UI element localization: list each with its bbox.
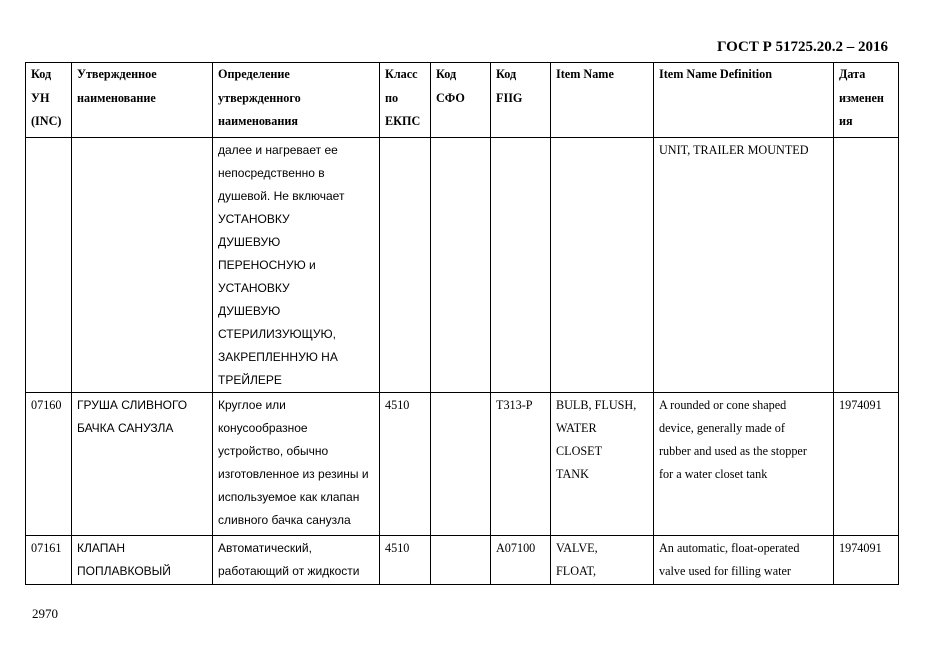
cell-sfo: [431, 536, 491, 585]
cell-date: [834, 138, 899, 393]
header-definition: Определение утвержденного наименования: [213, 63, 380, 138]
cell-class: 4510: [380, 393, 431, 536]
cell-inc: [26, 138, 72, 393]
table-row: [26, 138, 899, 393]
page-number: 2970: [32, 606, 58, 621]
header-item-definition: Item Name Definition: [654, 63, 834, 138]
cell-approved-name: ГРУША СЛИВНОГО БАЧКА САНУЗЛА: [72, 393, 213, 536]
header-inc: Код УН (INC): [26, 63, 72, 138]
cell-inc: 07160: [26, 393, 72, 536]
cell-item-definition: An automatic, float-operated valve used for filling water: [654, 536, 834, 585]
cell-item-definition: A rounded or cone shaped device, generally made of rubber and used as the stopper for a water closet tank: [654, 393, 834, 536]
cell-item-name: VALVE, FLOAT,: [551, 536, 654, 585]
header-fiig: Код FIIG: [491, 63, 551, 138]
cell-date: 1974091: [834, 536, 899, 585]
cell-item-name: BULB, FLUSH, WATER CLOSET TANK: [551, 393, 654, 536]
header-class: Класс по ЕКПС: [380, 63, 431, 138]
cell-sfo: [431, 393, 491, 536]
cell-definition: далее и нагревает ее непосредственно в душевой. Не включает УСТАНОВКУ ДУШЕВУЮ ПЕРЕНОСНУЮ и УСТАНОВКУ ДУШЕВУЮ СТЕРИЛИЗУЮЩУЮ, ЗАКРЕПЛЕННУЮ НА ТРЕЙЛЕРЕ: [213, 138, 380, 393]
table-header-row: [26, 63, 899, 138]
table-row: [26, 536, 899, 585]
cell-class: 4510: [380, 536, 431, 585]
cell-item-definition: UNIT, TRAILER MOUNTED: [654, 138, 834, 393]
cell-fiig: A07100: [491, 536, 551, 585]
cell-approved-name: [72, 138, 213, 393]
cell-definition: Круглое или конусообразное устройство, обычно изготовленное из резины и используемое как клапан сливного бачка санузла: [213, 393, 380, 536]
header-approved-name: Утвержденное наименование: [72, 63, 213, 138]
document-code: ГОСТ Р 51725.20.2 – 2016: [716, 39, 888, 55]
cell-approved-name: КЛАПАН ПОПЛАВКОВЫЙ: [72, 536, 213, 585]
cell-inc: 07161: [26, 536, 72, 585]
classification-table: [25, 62, 899, 585]
cell-date: 1974091: [834, 393, 899, 536]
cell-sfo: [431, 138, 491, 393]
table-row: [26, 393, 899, 536]
cell-fiig: T313-P: [491, 393, 551, 536]
header-sfo: Код СФО: [431, 63, 491, 138]
header-date: Дата изменен ия: [834, 63, 899, 138]
cell-definition: Автоматический, работающий от жидкости: [213, 536, 380, 585]
cell-fiig: [491, 138, 551, 393]
cell-class: [380, 138, 431, 393]
header-item-name: Item Name: [551, 63, 654, 138]
cell-item-name: [551, 138, 654, 393]
